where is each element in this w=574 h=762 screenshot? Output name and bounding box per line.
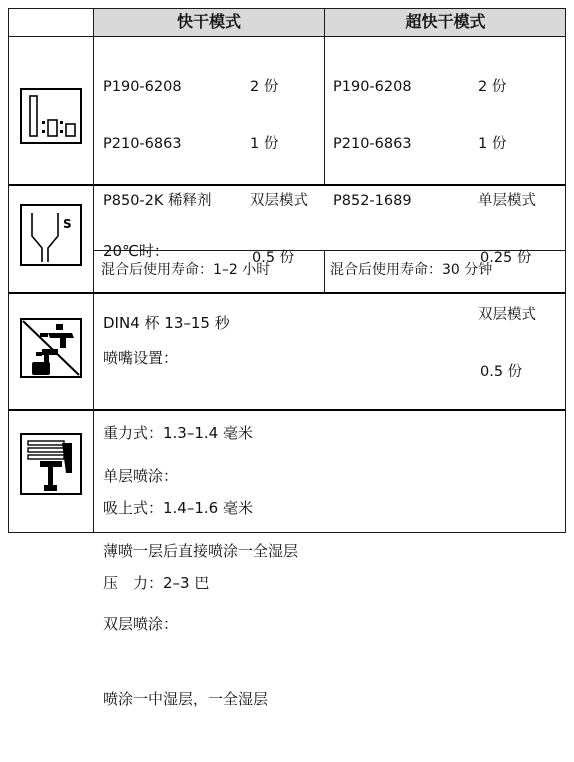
ultra-amount-4: 0.25 份 (480, 250, 532, 266)
double-coat-title: 双层喷涂： (103, 615, 179, 633)
spray-gun-setting-icon (20, 318, 82, 378)
spray-application-icon (20, 433, 82, 495)
quick-product-3: P850-2K 稀释剂 (103, 193, 212, 209)
ultra-amount-3: 单层模式 (478, 193, 536, 209)
ultra-amount-5: 双层模式 (478, 307, 536, 323)
nozzle-title: 喷嘴设置： (103, 349, 179, 367)
ultra-dry-products (333, 40, 412, 249)
quick-amount-1: 2 份 (250, 79, 279, 95)
viscosity-icon-label: S (63, 217, 72, 231)
ultra-amount-6: 0.5 份 (480, 364, 523, 380)
mixing-ratio-icon (20, 88, 82, 144)
rule-left (8, 8, 9, 532)
spray-application-text (103, 414, 298, 762)
ultra-amount-2: 1 份 (478, 136, 507, 152)
single-coat-instruction: 薄喷一层后直接喷涂一全湿层 (103, 542, 299, 560)
ultra-dry-amounts (478, 40, 536, 420)
header-ultra-quick-dry-label: 超快干模式 (405, 12, 486, 31)
potlife-quick: 混合后使用寿命：1–2 小时 (101, 262, 271, 278)
header-quick-dry (94, 8, 324, 36)
header-ultra-quick-dry (325, 8, 566, 36)
rule-icon-col (93, 8, 94, 532)
header-quick-dry-label: 快干模式 (176, 12, 241, 31)
quick-amount-3: 双层模式 (250, 193, 308, 209)
ultra-product-1: P190-6208 (333, 79, 412, 95)
ultra-amount-1: 2 份 (478, 79, 507, 95)
single-coat-title: 单层喷涂： (103, 467, 179, 485)
quick-product-2: P210-6863 (103, 136, 182, 152)
rule-right (565, 8, 566, 532)
quick-amount-2: 1 份 (250, 136, 279, 152)
rule-top (8, 8, 566, 9)
rule-mid-row1 (324, 8, 325, 185)
nozzle-suction: 吸上式：1.4–1.6 毫米 (103, 499, 253, 517)
nozzle-pressure: 压 力：2–3 巴 (103, 574, 210, 592)
quick-product-1: P190-6208 (103, 79, 182, 95)
quick-amount-4: 0.5 份 (252, 250, 295, 266)
double-coat-instruction: 喷涂一中湿层，一全湿层 (103, 690, 269, 708)
rule-mid-potlife (324, 250, 325, 293)
potlife-ultra: 混合后使用寿命：30 分钟 (330, 262, 493, 278)
ultra-product-3: P852-1689 (333, 193, 412, 209)
viscosity-temperature: 20℃时： (103, 242, 169, 260)
viscosity-value: DIN4 杯 13–15 秒 (103, 314, 230, 332)
rule-header (8, 36, 566, 37)
ultra-product-2: P210-6863 (333, 136, 412, 152)
nozzle-gravity: 重力式：1.3–1.4 毫米 (103, 424, 253, 442)
viscosity-cup-icon (20, 204, 82, 266)
